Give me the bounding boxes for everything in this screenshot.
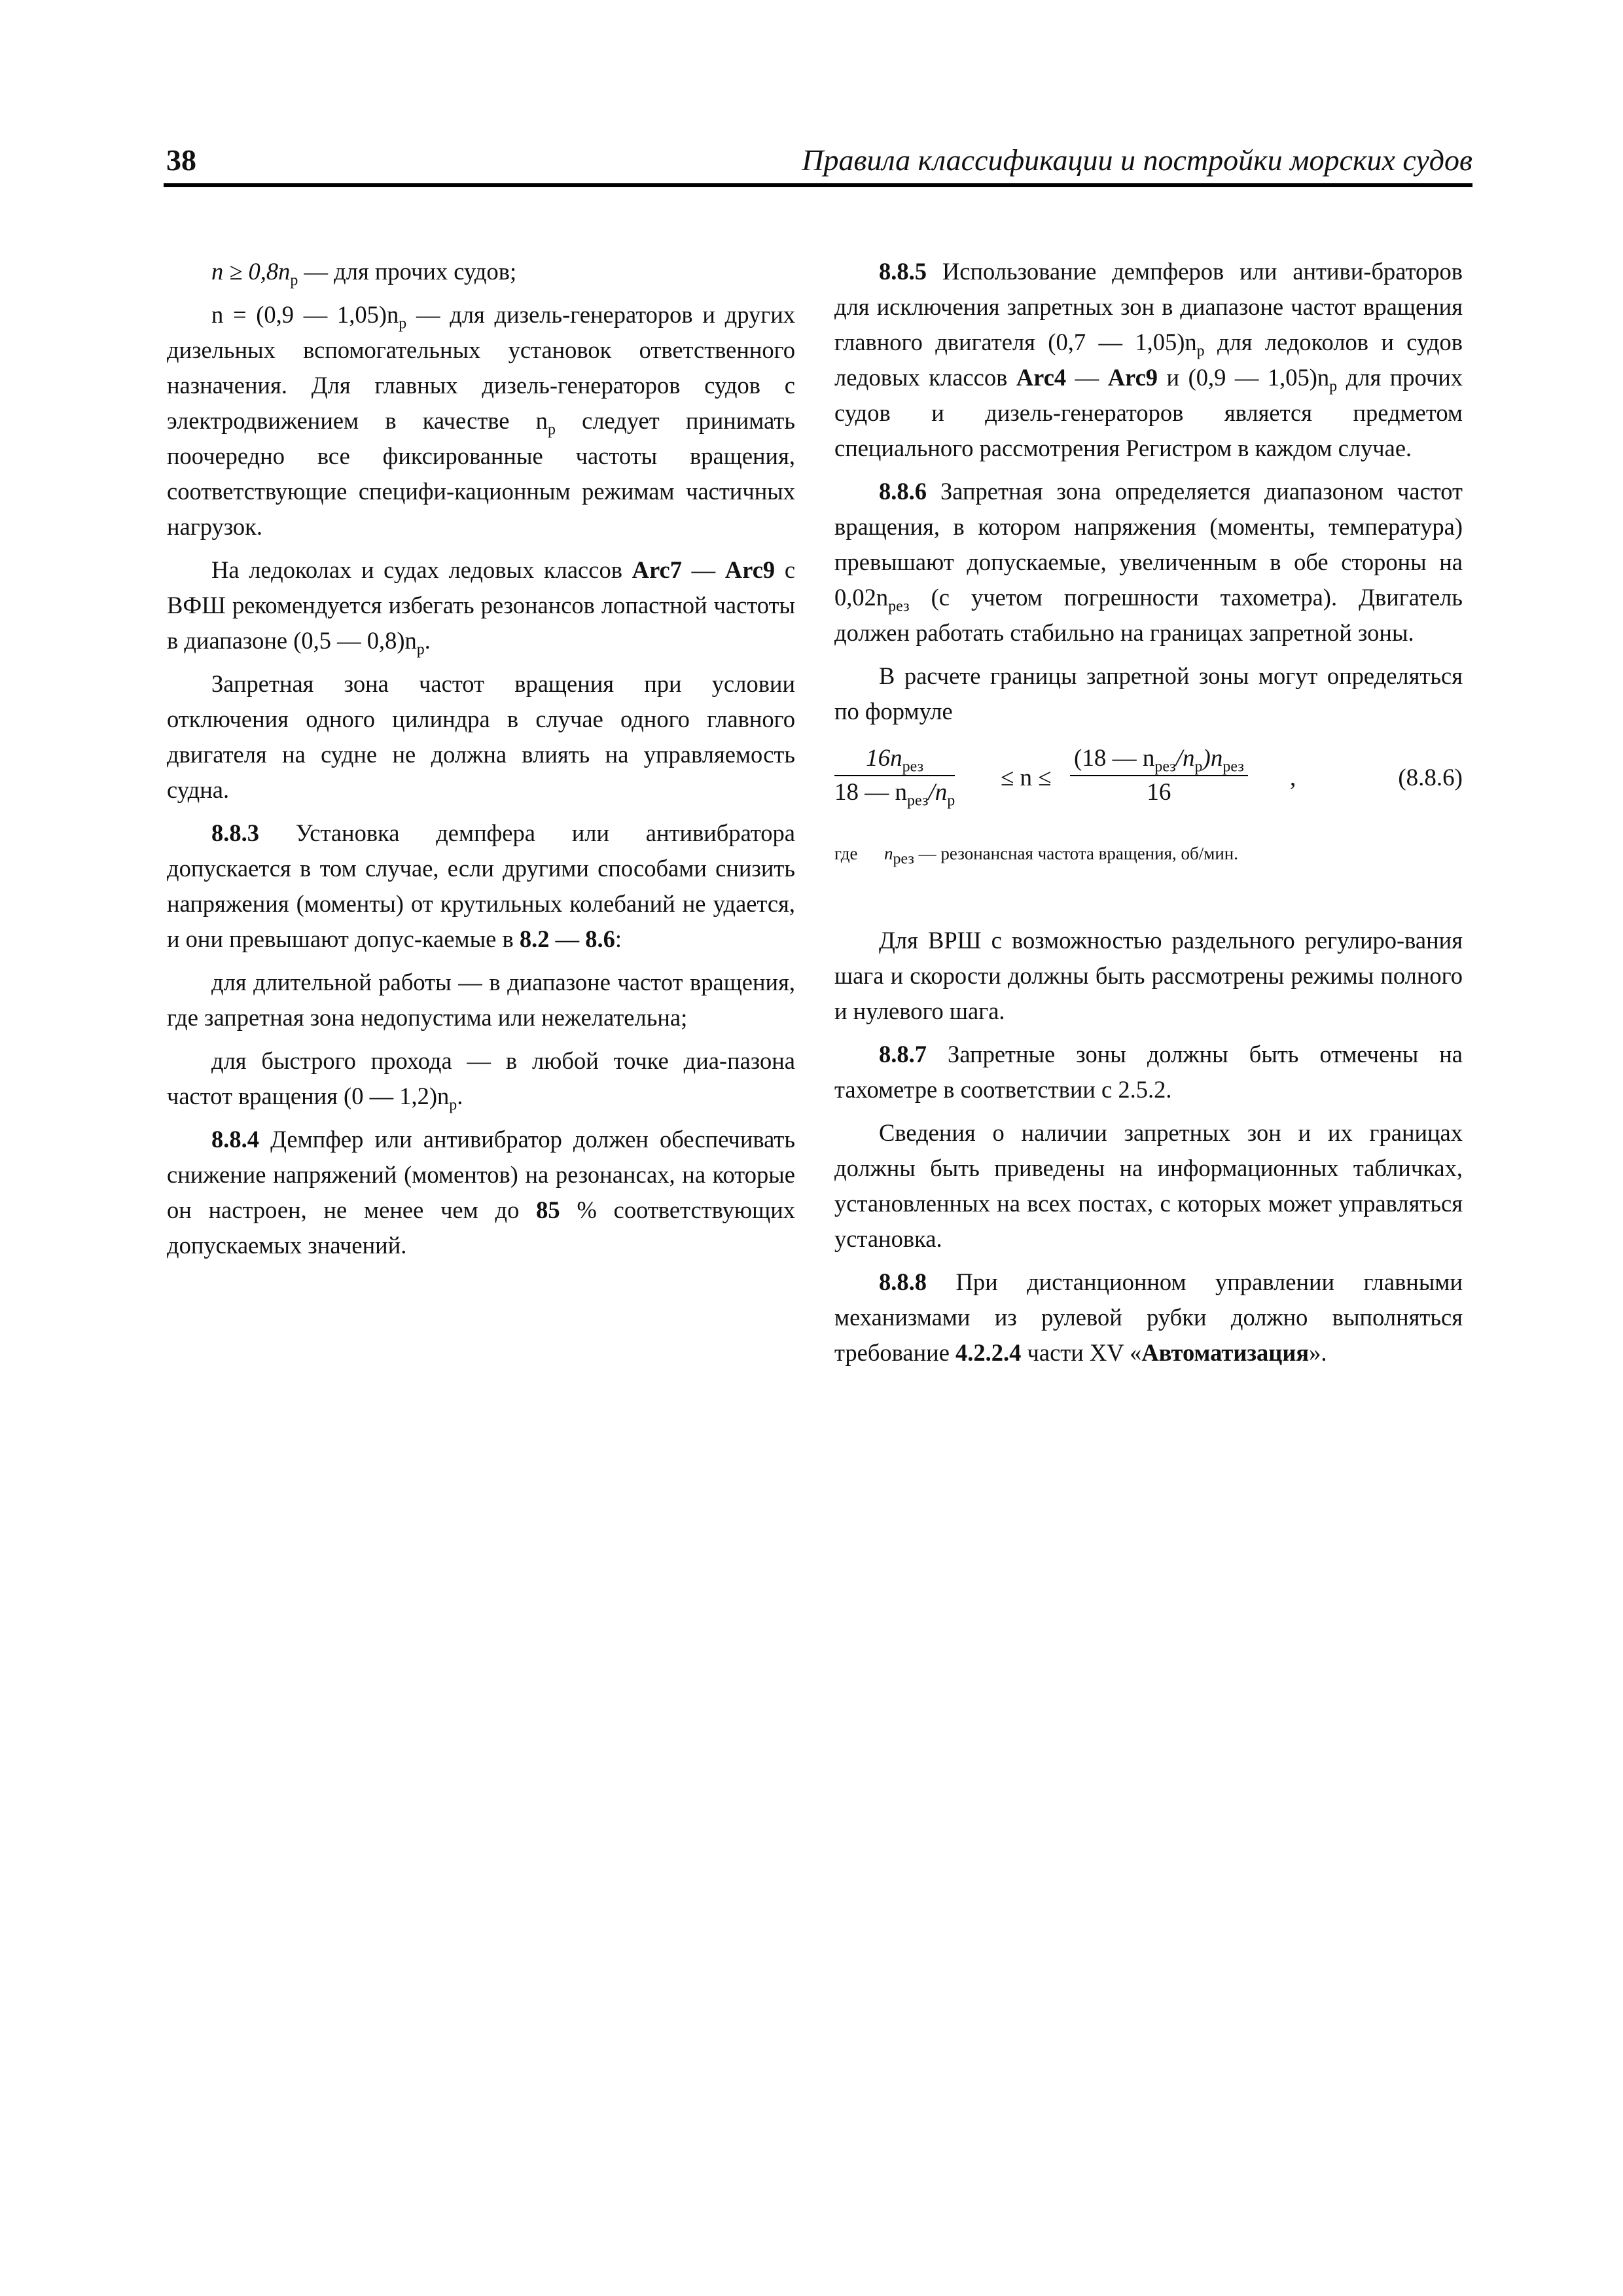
formula-number: (8.8.6) (1398, 764, 1463, 791)
section-8-8-6: 8.8.6 Запретная зона определяется диапазоном частот вращения, в котором напряжения (моменты, температура) превышают допускаемые, увеличенным в обе стороны на $0,02n_{рез}$ (с учетом погрешности тахометра). Двигатель должен работать стабильно на границах запретной зоны. (834, 478, 1463, 646)
formula-comma: , (1290, 764, 1296, 791)
paragraph: для быстрого прохода — в любой точке диа-пазона частот вращения (0 — $1,2)n_р$. (167, 1047, 795, 1114)
paragraph: Сведения о наличии запретных зон и их границах должны быть приведены на информационных табличках, установленных на всех постах, с которых может управляться установка. (834, 1119, 1463, 1252)
right-column (834, 254, 1463, 1378)
formula-relation: ≤ n ≤ (1001, 764, 1052, 791)
left-column (167, 254, 795, 1271)
formula-left-fraction: $16n_{рез}$ 18 — $n_{рез}/n_р$ (834, 745, 955, 810)
formula-legend: где $n_{рез}$ — резонансная частота вращения, об/мин. (834, 844, 1238, 868)
section-number: 8.8.5 (879, 258, 927, 285)
section-number: 8.8.8 (879, 1268, 927, 1295)
section-number: 8.8.7 (879, 1041, 927, 1067)
section-8-8-4: 8.8.4 Демпфер или антивибратор должен обеспечивать снижение напряжений (моментов) на резонансах, на которые он настроен, не менее чем до 85 % соответствующих допускаемых значений. (167, 1126, 795, 1259)
paragraph: для длительной работы — в диапазоне частот вращения, где запретная зона недопустима или нежелательна; (167, 969, 795, 1031)
paragraph: $n \ge 0,8n_р$ — для прочих судов; (211, 258, 517, 289)
page-header (164, 143, 1472, 187)
section-8-8-8: 8.8.8 При дистанционном управлении главными механизмами из рулевой рубки должно выполняться требование 4.2.2.4 части XV «Автоматизация». (834, 1268, 1463, 1366)
running-title: Правила классификации и постройки морских судов (802, 143, 1472, 177)
section-8-8-7: 8.8.7 Запретные зоны должны быть отмечены на тахометре в соответствии с 2.5.2. (834, 1041, 1463, 1103)
section-8-8-5: 8.8.5 Использование демпферов или антиви-браторов для исключения запретных зон в диапазоне частот вращения главного двигателя (0,7 — $1,05)n_р$ для ледоколов и судов ледовых классов Arc4 — Arc9 и (0,9 — $1,05)n_р$ для прочих судов и дизель-генераторов является предметом специального рассмотрения Регистром в каждом случае. (834, 258, 1463, 461)
paragraph: Запретная зона частот вращения при условии отключения одного цилиндра в случае одного главного двигателя на судне не должна влиять на управляемость судна. (167, 670, 795, 803)
formula-8-8-6 (834, 744, 1463, 827)
paragraph: n = (0,9 — $1,05)n_р$ — для дизель-генераторов и других дизельных вспомогательных установок ответственного назначения. Для главных дизель-генераторов судов с электродвижением в качестве $n_р$ следует принимать поочередно все фиксированные частоты вращения, соответствующие специфи-кационным режимам частичных нагрузок. (167, 301, 795, 540)
section-number: 8.8.6 (879, 478, 927, 505)
formula-right-fraction: (18 — $n_{рез}/n_р)n_{рез}$ 16 (1070, 744, 1248, 809)
section-number: 8.8.3 (211, 819, 259, 846)
section-8-8-3: 8.8.3 Установка демпфера или антивибратора допускается в том случае, если другими способами снизить напряжения (моменты) от крутильных колебаний не удается, и они превышают допус-каемые в 8.2 — 8.6: (167, 819, 795, 952)
paragraph: На ледоколах и судах ледовых классов Arc7 — Arc9 с ВФШ рекомендуется избегать резонансов лопастной частоты в диапазоне (0,5 — $0,8)n_р$. (167, 556, 796, 658)
paragraph: Для ВРШ с возможностью раздельного регулиро-вания шага и скорости должны быть рассмотрены режимы полного и нулевого шага. (834, 927, 1463, 1024)
paragraph: В расчете границы запретной зоны могут определяться по формуле (834, 662, 1463, 725)
section-number: 8.8.4 (211, 1126, 259, 1153)
page-number: 38 (166, 143, 196, 177)
